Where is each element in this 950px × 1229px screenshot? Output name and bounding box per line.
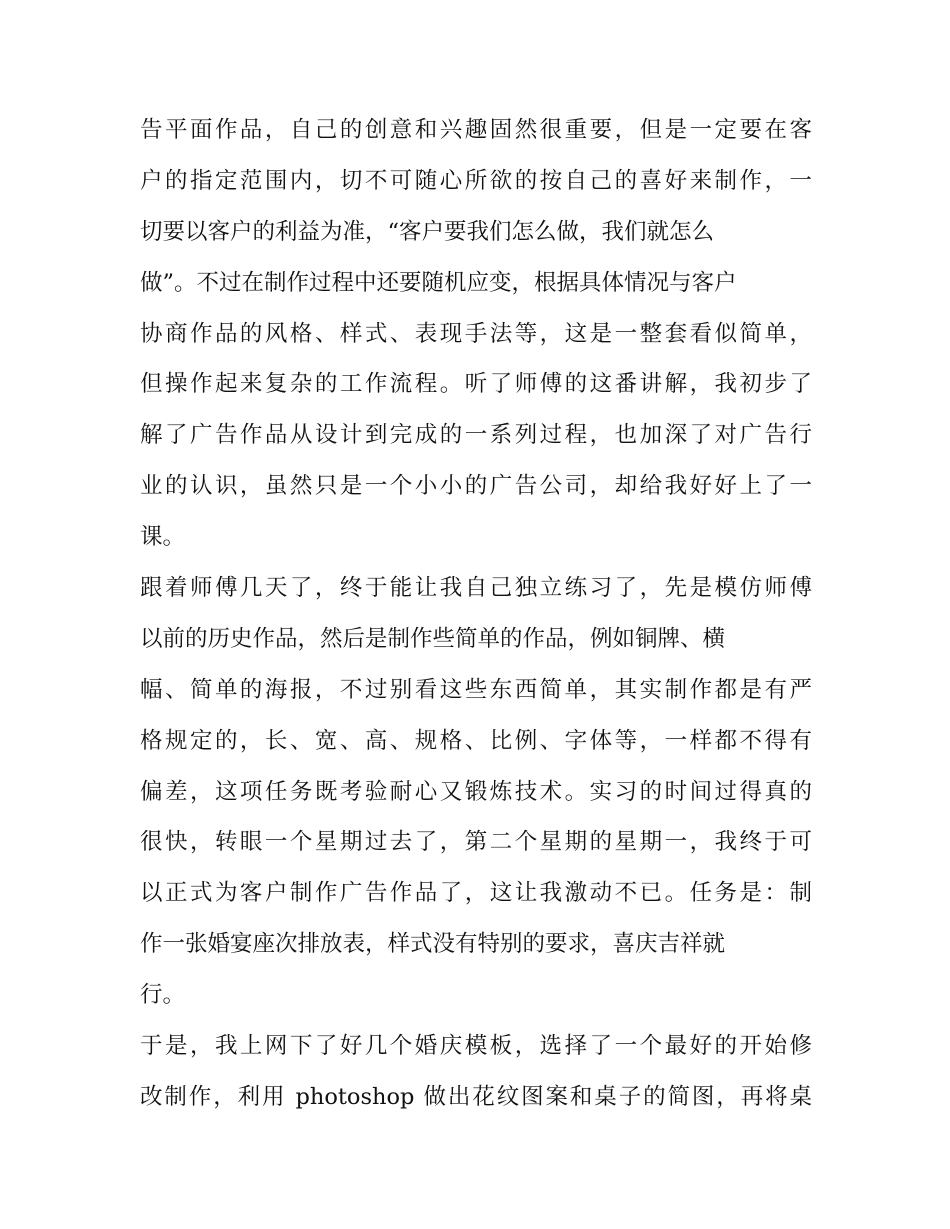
text-line: 跟着师傅几天了，终于能让我自己独立练习了，先是模仿师傅 [140,575,812,602]
text-line: 以正式为客户制作广告作品了，这让我激动不已。任务是：制 [140,880,812,907]
text-line: 业的认识，虽然只是一个小小的广告公司，却给我好好上了一 [140,473,812,500]
text-line: 但操作起来复杂的工作流程。听了师傅的这番讲解，我初步了 [140,371,812,398]
paragraph [140,1021,812,1123]
text-line: 解了广告作品从设计到完成的一系列过程，也加深了对广告行 [140,422,812,449]
text-line: 幅、简单的海报，不过别看这些东西简单，其实制作都是有严 [140,676,812,703]
text-line: 告平面作品，自己的创意和兴趣固然很重要，但是一定要在客 [140,117,812,143]
text-line: 以前的历史作品，然后是制作些简单的作品，例如铜牌、横 [140,625,726,652]
text-line: 切要以客户的利益为准，“客户要我们怎么做，我们就怎么 [140,218,715,245]
text-line: 于是，我上网下了好几个婚庆模板，选择了一个最好的开始修 [140,1033,812,1060]
text-line: 改制作，利用 photoshop 做出花纹图案和桌子的简图，再将桌 [140,1083,812,1110]
text-line: 作一张婚宴座次排放表，样式没有特别的要求，喜庆吉祥就 [140,931,726,958]
text-line: 格规定的，长、宽、高、规格、比例、字体等，一样都不得有 [140,727,812,754]
text-line: 户的指定范围内，切不可随心所欲的按自己的喜好来制作，一 [140,167,812,194]
text-line: 偏差，这项任务既考验耐心又锻炼技术。实习的时间过得真的 [140,778,812,805]
document-body [140,105,812,1123]
text-line: 协商作品的风格、样式、表现手法等，这是一整套看似简单， [140,320,812,347]
paragraph [140,105,812,563]
text-line: 很快，转眼一个星期过去了，第二个星期的星期一，我终于可 [140,829,812,856]
paragraph [140,563,812,1021]
text-line: 课。 [140,524,186,551]
text-line: 行。 [140,982,186,1009]
text-line: 做”。不过在制作过程中还要随机应变，根据具体情况与客户 [140,269,737,296]
